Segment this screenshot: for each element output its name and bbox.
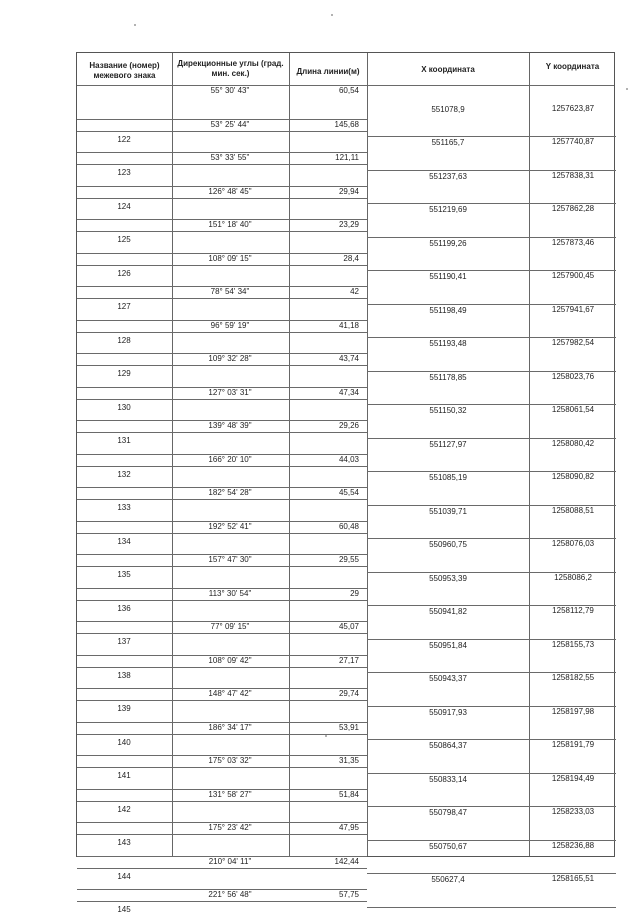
direction-angle: 108° 09' 42"	[208, 655, 252, 665]
point-name: 135	[117, 570, 131, 579]
row-separator	[77, 353, 367, 354]
row-separator	[77, 432, 367, 433]
row-separator	[367, 136, 616, 137]
row-separator	[77, 332, 367, 333]
x-coordinate: 550750,67	[429, 841, 467, 851]
line-length: 60,54	[338, 86, 359, 95]
y-coordinate: 1258086,2	[554, 572, 592, 582]
y-coordinate: 1257740,87	[551, 137, 595, 146]
x-coordinate: 551039,71	[429, 506, 467, 516]
line-length: 121,11	[335, 153, 359, 162]
point-name: 129	[117, 369, 131, 378]
row-separator	[77, 219, 367, 220]
y-coordinate: 1258182,55	[551, 673, 595, 682]
row-separator	[77, 533, 367, 534]
row-separator	[77, 365, 367, 366]
point-name: 133	[117, 503, 131, 512]
point-name: 142	[117, 804, 131, 814]
row-separator	[77, 868, 367, 869]
line-length: 43,74	[338, 354, 359, 363]
y-coordinate: 1258090,82	[551, 472, 595, 481]
row-separator	[77, 420, 367, 421]
direction-angle: 96° 59' 19"	[210, 320, 250, 330]
row-separator	[77, 856, 367, 857]
direction-angle: 221° 56' 48"	[208, 890, 252, 899]
row-separator	[77, 466, 367, 467]
y-coordinate: 1258080,42	[551, 438, 595, 448]
header-x-coordinate: X координата	[421, 65, 475, 74]
row-separator	[77, 152, 367, 153]
point-name: 122	[117, 134, 131, 144]
y-coordinate: 1258088,51	[551, 505, 595, 515]
row-separator	[367, 471, 616, 472]
row-separator	[77, 700, 367, 701]
row-separator	[77, 119, 367, 120]
y-coordinate: 1258236,88	[551, 840, 595, 850]
y-coordinate: 1257873,46	[551, 237, 595, 247]
row-separator	[367, 337, 616, 338]
row-separator	[77, 320, 367, 321]
x-coordinate: 551085,19	[429, 473, 467, 482]
y-coordinate: 1258197,98	[551, 706, 595, 716]
row-separator	[367, 639, 616, 640]
direction-angle: 53° 25' 44"	[210, 119, 250, 129]
row-separator	[367, 304, 616, 305]
row-separator	[77, 901, 367, 902]
row-separator	[367, 505, 616, 506]
line-length: 28,4	[343, 253, 359, 263]
x-coordinate: 551193,48	[429, 339, 467, 348]
line-length: 44,03	[338, 454, 359, 464]
x-coordinate: 550798,47	[429, 808, 467, 817]
direction-angle: 186° 34' 17"	[208, 722, 252, 732]
row-separator	[77, 298, 367, 299]
header-y-coordinate: Y координата	[545, 62, 600, 71]
x-coordinate: 550943,37	[429, 674, 467, 683]
x-coordinate: 551178,85	[429, 372, 467, 382]
row-separator	[367, 605, 616, 606]
point-name: 123	[117, 168, 131, 177]
direction-angle: 151° 18' 40"	[208, 220, 252, 229]
x-coordinate: 550917,93	[429, 707, 467, 717]
y-coordinate: 1257900,45	[551, 271, 595, 280]
column-divider	[529, 53, 530, 856]
direction-angle: 113° 30' 54"	[208, 588, 252, 598]
row-separator	[77, 734, 367, 735]
column-divider	[289, 53, 290, 856]
x-coordinate: 551198,49	[429, 305, 467, 315]
direction-angle: 157° 47' 30"	[208, 555, 252, 564]
y-coordinate: 1258165,51	[551, 874, 595, 883]
point-name: 125	[117, 235, 131, 244]
row-separator	[77, 801, 367, 802]
row-separator	[367, 538, 616, 539]
point-name: 138	[117, 670, 131, 680]
x-coordinate: 551237,63	[429, 171, 467, 181]
row-separator	[77, 621, 367, 622]
line-length: 27,17	[338, 655, 359, 665]
point-name: 137	[117, 637, 131, 646]
direction-angle: 127° 03' 31"	[208, 387, 252, 397]
point-name: 145	[117, 905, 131, 914]
row-separator	[367, 371, 616, 372]
x-coordinate: 551165,7	[431, 138, 465, 147]
row-separator	[367, 840, 616, 841]
row-separator	[77, 399, 367, 400]
row-separator	[367, 907, 616, 908]
y-coordinate: 1258061,54	[551, 405, 595, 414]
row-separator	[367, 270, 616, 271]
direction-angle: 126° 48' 45"	[208, 186, 252, 196]
y-coordinate: 1258112,79	[552, 606, 594, 615]
row-separator	[77, 253, 367, 254]
row-separator	[77, 889, 367, 890]
line-length: 45,54	[338, 488, 359, 497]
row-separator	[77, 554, 367, 555]
row-separator	[367, 706, 616, 707]
x-coordinate: 550833,14	[429, 774, 467, 784]
row-separator	[77, 231, 367, 232]
x-coordinate: 550627,4	[431, 875, 465, 884]
direction-angle: 139° 48' 39"	[208, 421, 252, 430]
line-length: 45,07	[338, 622, 359, 631]
scan-speck	[626, 88, 628, 90]
y-coordinate: 1257862,28	[551, 204, 595, 213]
line-length: 29,74	[338, 689, 359, 698]
row-separator	[77, 265, 367, 266]
header-direction-angle: Дирекционные углы (град. мин. сек.)	[177, 59, 284, 78]
line-length: 23,29	[338, 220, 359, 229]
scan-speck	[134, 24, 136, 26]
line-length: 29,26	[338, 421, 359, 430]
row-separator	[367, 806, 616, 807]
row-separator	[77, 600, 367, 601]
row-separator	[367, 237, 616, 238]
line-length: 60,48	[338, 521, 359, 531]
row-separator	[367, 438, 616, 439]
row-separator	[367, 672, 616, 673]
row-separator	[367, 873, 616, 874]
line-length: 47,95	[338, 823, 359, 832]
line-length: 31,35	[338, 756, 359, 765]
x-coordinate: 551199,26	[429, 238, 467, 248]
direction-angle: 78° 54' 34"	[210, 287, 250, 296]
row-separator	[77, 667, 367, 668]
direction-angle: 175° 03' 32"	[208, 756, 252, 765]
x-coordinate: 550953,39	[429, 573, 467, 583]
direction-angle: 53° 33' 55"	[210, 153, 250, 162]
direction-angle: 77° 09' 15"	[210, 622, 250, 631]
direction-angle: 55° 30' 43"	[210, 86, 250, 95]
row-separator	[77, 633, 367, 634]
direction-angle: 148° 47' 42"	[208, 689, 252, 698]
x-coordinate: 550864,37	[429, 741, 467, 750]
line-length: 41,18	[338, 320, 359, 330]
row-separator	[77, 186, 367, 187]
direction-angle: 192° 52' 41"	[208, 521, 252, 531]
direction-angle: 182° 54' 28"	[208, 488, 252, 497]
x-coordinate: 551190,41	[429, 272, 467, 281]
row-separator	[367, 773, 616, 774]
row-separator	[367, 572, 616, 573]
direction-angle: 109° 32' 28"	[208, 354, 252, 363]
y-coordinate: 1258023,76	[551, 371, 595, 381]
point-name: 127	[117, 302, 131, 311]
row-separator	[77, 286, 367, 287]
line-length: 47,34	[338, 387, 359, 397]
point-name: 131	[117, 436, 131, 445]
scan-speck	[325, 735, 327, 737]
direction-angle: 131° 58' 27"	[208, 789, 252, 799]
line-length: 51,84	[338, 789, 359, 799]
point-name: 126	[117, 268, 131, 278]
y-coordinate: 1258155,73	[551, 639, 595, 649]
header-line-length: Длина линии(м)	[296, 67, 360, 76]
x-coordinate: 551078,9	[431, 104, 465, 114]
y-coordinate: 1258233,03	[551, 807, 595, 816]
y-coordinate: 1258191,79	[551, 740, 595, 749]
line-length: 29,55	[338, 555, 359, 564]
point-name: 144	[117, 871, 131, 881]
row-separator	[77, 834, 367, 835]
row-separator	[77, 688, 367, 689]
row-separator	[77, 521, 367, 522]
row-separator	[77, 487, 367, 488]
line-length: 29,94	[338, 186, 359, 196]
x-coordinate: 550941,82	[429, 607, 467, 616]
header-point-name: Название (номер) межевого знака	[89, 61, 160, 80]
y-coordinate: 1258076,03	[551, 539, 595, 548]
direction-angle: 166° 20' 10"	[208, 454, 252, 464]
point-name: 139	[117, 704, 131, 713]
x-coordinate: 551150,32	[429, 406, 467, 415]
row-separator	[77, 198, 367, 199]
point-name: 128	[117, 335, 131, 345]
column-divider	[367, 53, 368, 856]
row-separator	[367, 739, 616, 740]
row-separator	[77, 822, 367, 823]
line-length: 142,44	[334, 856, 359, 866]
point-name: 130	[117, 402, 131, 412]
row-separator	[77, 588, 367, 589]
y-coordinate: 1257623,87	[551, 103, 595, 113]
direction-angle: 108° 09' 15"	[208, 253, 252, 263]
point-name: 141	[117, 771, 131, 780]
row-separator	[77, 454, 367, 455]
line-length: 145,68	[334, 119, 359, 129]
point-name: 136	[117, 603, 131, 613]
boundary-coordinates-table	[76, 52, 615, 914]
x-coordinate: 551127,97	[429, 439, 467, 449]
row-separator	[77, 767, 367, 768]
y-coordinate: 1257838,31	[551, 170, 595, 180]
row-separator	[367, 404, 616, 405]
row-separator	[77, 566, 367, 567]
row-separator	[367, 203, 616, 204]
point-name: 143	[117, 838, 131, 847]
row-separator	[77, 131, 367, 132]
point-name: 132	[117, 469, 131, 479]
column-divider	[172, 53, 173, 856]
row-separator	[77, 655, 367, 656]
line-length: 57,75	[338, 890, 359, 899]
line-length: 42	[350, 287, 359, 296]
x-coordinate: 550951,84	[429, 640, 467, 650]
point-name: 134	[117, 536, 131, 546]
y-coordinate: 1257982,54	[551, 338, 595, 347]
row-separator	[77, 387, 367, 388]
row-separator	[77, 789, 367, 790]
line-length: 53,91	[338, 722, 359, 732]
x-coordinate: 550960,75	[429, 540, 467, 549]
x-coordinate: 551219,69	[429, 205, 467, 214]
point-name: 124	[117, 201, 131, 211]
row-separator	[367, 170, 616, 171]
point-name: 140	[117, 737, 131, 747]
row-separator	[77, 755, 367, 756]
row-separator	[77, 164, 367, 165]
row-separator	[77, 722, 367, 723]
row-separator	[77, 499, 367, 500]
direction-angle: 210° 04' 11"	[208, 856, 252, 866]
y-coordinate: 1257941,67	[551, 304, 595, 314]
scan-speck	[331, 14, 333, 16]
line-length: 29	[350, 588, 359, 598]
direction-angle: 175° 23' 42"	[208, 823, 252, 832]
y-coordinate: 1258194,49	[551, 773, 595, 783]
